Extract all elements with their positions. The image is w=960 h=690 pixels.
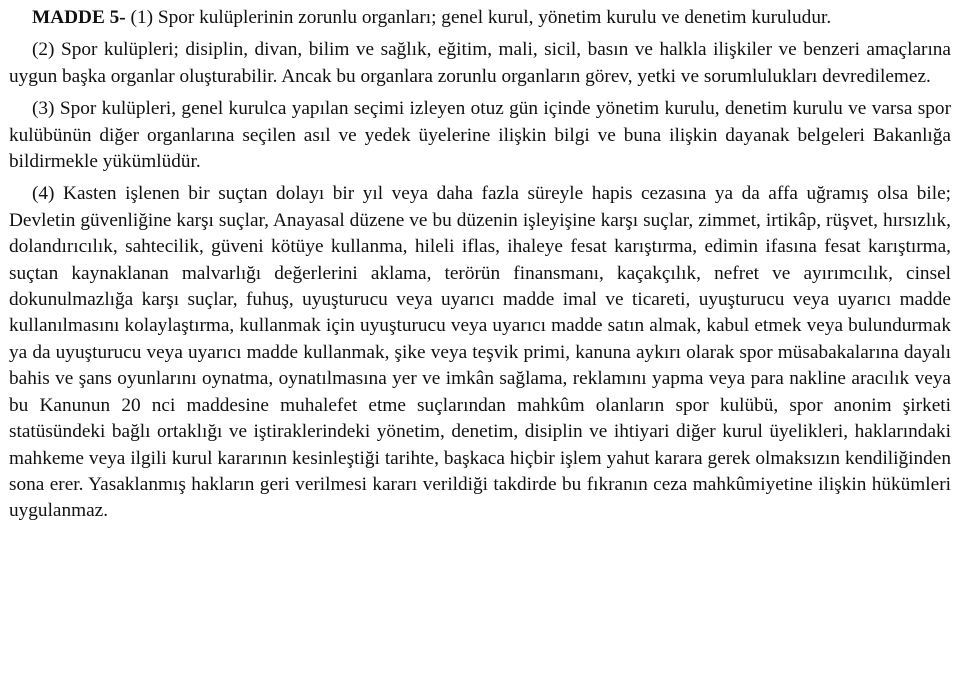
paragraph-4: (4) Kasten işlenen bir suçtan dolayı bir yıl veya daha fazla süreyle hapis cezasına ya da affa uğramış olsa bile; Devletin güvenliğine karşı suçlar, Anayasal düzene ve bu düzenin işleyişine karşı suçlar, zimmet, irtikâp, rüşvet, hırsızlık, dolandırıcılık, sahtecilik, güveni kötüye kullanma, hileli iflas, ihaleye fesat karıştırma, edimin ifasına fesat karıştırma, suçtan kaynaklanan malvarlığı değerlerini aklama, terörün finansmanı, kaçakçılık, nefret ve ayırımcılık, cinsel dokunulmazlığa karşı suçlar, fuhuş, uyuşturucu veya uyarıcı madde imal ve ticareti, uyuşturucu veya uyarıcı madde kullanılmasını kolaylaştırma, kullanmak için uyuşturucu veya uyarıcı madde satın almak, kabul etmek veya bulundurmak ya da uyuşturucu veya uyarıcı madde kullanmak, şike veya teşvik primi, kanuna aykırı olarak spor müsabakalarına dayalı bahis ve şans oyunlarını oynatma, oynatılmasına yer ve imkân sağlama, reklamını yapma veya para nakline aracılık veya bu Kanunun 20 nci maddesine muhalefet etme suçlarından mahkûm olanların spor kulübü, spor anonim şirketi statüsündeki bağlı ortaklığı ve iştiraklerindeki yönetim, denetim, disiplin ve ihtiyari diğer kurul üyelikleri, haklarındaki mahkeme veya ilgili kurul kararının kesinleştiği tarihte, başkaca hiçbir işlem yahut karara gerek olmaksızın kendiliğinden sona erer. Yasaklanmış hakların geri verilmesi kararı verildiği takdirde bu fıkranın ceza mahkûmiyetine ilişkin hükümleri uygulanmaz.: [9, 183, 951, 522]
article-label: MADDE 5-: [32, 7, 126, 28]
paragraph-1-text: (1) Spor kulüplerinin zorunlu organları; genel kurul, yönetim kurulu ve denetim kuruludur.: [130, 7, 832, 28]
paragraph-2: (2) Spor kulüpleri; disiplin, divan, bilim ve sağlık, eğitim, mali, sicil, basın ve halkla ilişkiler ve benzeri amaçlarına uygun başka organlar oluşturabilir. Ancak bu organlara zorunlu organların görev, yetki ve sorumlulukları devredilemez.: [9, 39, 951, 87]
paragraph-1: [9, 5, 951, 31]
paragraph-3: (3) Spor kulüpleri, genel kurulca yapılan seçimi izleyen otuz gün içinde yönetim kurulu, denetim kurulu ve varsa spor kulübünün diğer organlarına seçilen asıl ve yedek üyelerine ilişkin bilgi ve buna ilişkin dayanak belgeleri Bakanlığa bildirmekle yükümlüdür.: [9, 98, 951, 173]
